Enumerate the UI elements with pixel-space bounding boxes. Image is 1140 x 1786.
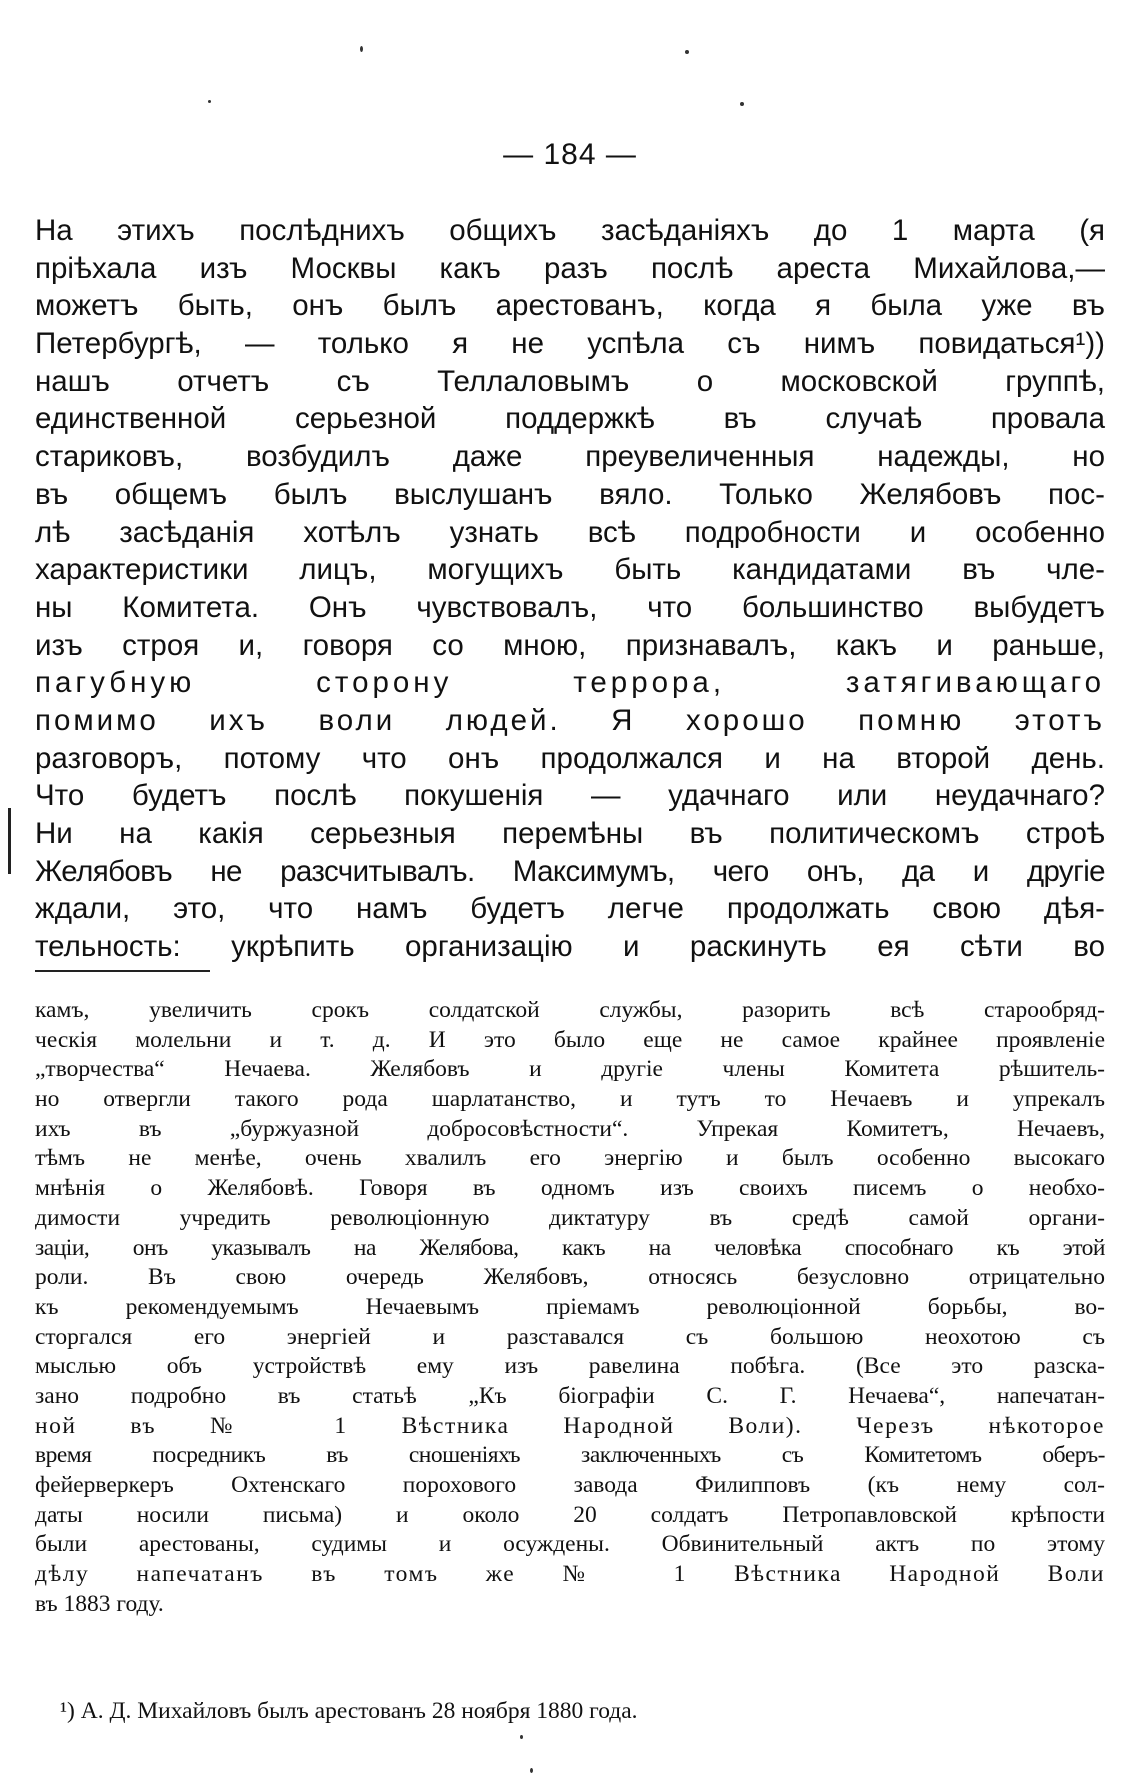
text-line: пагубную сторону террора, затягивающаго bbox=[35, 666, 1105, 700]
footnote-line: ческія молельни и т. д. И это было еще не самое крайнее проявленіе bbox=[35, 1026, 1105, 1053]
text-line: ждали, это, что намъ будетъ легче продолжать свою дѣя- bbox=[35, 892, 1105, 926]
text-line: въ общемъ былъ выслушанъ вяло. Только Желябовъ пос- bbox=[35, 477, 1105, 511]
footnote-line: время посредникъ въ сношеніяхъ заключенныхъ съ Комитетомъ оберъ- bbox=[35, 1442, 1105, 1469]
footnote-line: мнѣнія о Желябовѣ. Говоря въ одномъ изъ своихъ писемъ о необхо- bbox=[35, 1175, 1105, 1202]
print-speck bbox=[360, 46, 363, 52]
text-line: На этихъ послѣднихъ общихъ засѣданіяхъ до 1 марта (я bbox=[35, 214, 1105, 247]
text-line: изъ строя и, говоря со мною, признавалъ, какъ и раньше, bbox=[35, 628, 1105, 662]
footnote-line: фейерверкеръ Охтенскаго порохового завода Филипповъ (къ нему сол- bbox=[35, 1472, 1105, 1498]
footnote-line: въ 1883 году. bbox=[35, 1590, 164, 1617]
footnote-line: къ рекомендуемымъ Нечаевымъ пріемамъ революціонной борьбы, во- bbox=[35, 1293, 1105, 1320]
text-line: можетъ быть, онъ былъ арестованъ, когда я была уже въ bbox=[35, 289, 1105, 323]
footnote-line: димости учредить революціонную диктатуру въ средѣ самой органи- bbox=[35, 1204, 1105, 1231]
footnote-line: камъ, увеличить срокъ солдатской службы, разорить всѣ старообряд- bbox=[35, 997, 1105, 1023]
text-line: стариковъ, возбудилъ даже преувеличенныя надежды, но bbox=[35, 440, 1105, 474]
footnote-line: сторгался его энергіей и разставался съ большою неохотою съ bbox=[35, 1323, 1105, 1350]
print-speck bbox=[740, 102, 744, 106]
text-line: пріѣхала изъ Москвы какъ разъ послѣ ареста Михайлова,— bbox=[35, 251, 1105, 285]
footnote-line: „творчества“ Нечаева. Желябовъ и другіе члены Комитета рѣшитель- bbox=[35, 1056, 1105, 1083]
text-line: Желябовъ не разсчитывалъ. Максимумъ, чего онъ, да и другіе bbox=[35, 854, 1105, 888]
print-speck bbox=[208, 100, 211, 103]
footnote-line: были арестованы, судимы и осуждены. Обвинительный актъ по этому bbox=[35, 1531, 1105, 1558]
footnote-line: дѣлу напечатанъ въ томъ же № 1 Вѣстника Народной Воли bbox=[35, 1561, 1105, 1588]
footnote-divider bbox=[35, 970, 210, 972]
text-line: единственной серьезной поддержкѣ въ случаѣ провала bbox=[35, 402, 1105, 436]
page-number: — 184 — bbox=[503, 138, 637, 171]
text-line: Что будетъ послѣ покушенія — удачнаго или неудачнаго? bbox=[35, 779, 1105, 813]
footnote-line: зано подробно въ статьѣ „Къ біографіи С. Г. Нечаева“, напечатан- bbox=[35, 1382, 1105, 1409]
text-line: тельность: укрѣпить организацію и раскинуть ея сѣти во bbox=[35, 930, 1105, 964]
text-line: Петербургѣ, — только я не успѣла съ нимъ повидаться¹)) bbox=[35, 327, 1105, 361]
footnote-line: тѣмъ не менѣе, очень хвалилъ его энергію и былъ особенно высокаго bbox=[35, 1145, 1105, 1172]
text-line: разговоръ, потому что онъ продолжался и на второй день. bbox=[35, 741, 1105, 775]
footnote-reference: ¹) А. Д. Михайловъ былъ арестованъ 28 ноября 1880 года. bbox=[60, 1698, 638, 1724]
text-line: ны Комитета. Онъ чувствовалъ, что большинство выбудетъ bbox=[35, 590, 1105, 624]
margin-mark bbox=[8, 808, 11, 874]
text-line: Ни на какія серьезныя перемѣны въ политическомъ строѣ bbox=[35, 817, 1105, 850]
text-line: помимо ихъ воли людей. Я хорошо помню этотъ bbox=[35, 703, 1105, 737]
footnote-line: ихъ въ „буржуазной добросовѣстности“. Упрекая Комитетъ, Нечаевъ, bbox=[35, 1115, 1105, 1142]
footnote-line: мыслью объ устройствѣ ему изъ равелина побѣга. (Все это разска- bbox=[35, 1353, 1105, 1380]
footnote-line: ной въ № 1 Вѣстника Народной Воли). Черезъ нѣкоторое bbox=[35, 1412, 1105, 1439]
main-text bbox=[35, 212, 1105, 966]
print-speck bbox=[520, 1735, 523, 1739]
text-line: нашъ отчетъ съ Теллаловымъ о московской группѣ, bbox=[35, 364, 1105, 398]
footnote-line: даты носили письма) и около 20 солдатъ Петропавловской крѣпости bbox=[35, 1501, 1105, 1528]
footnote-line: роли. Въ свою очередь Желябовъ, относясь безусловно отрицательно bbox=[35, 1264, 1105, 1291]
print-speck bbox=[530, 1768, 533, 1773]
footnote-text bbox=[35, 996, 1105, 1619]
text-line: характеристики лицъ, могущихъ быть кандидатами въ чле- bbox=[35, 553, 1105, 587]
text-line: лѣ засѣданія хотѣлъ узнать всѣ подробности и особенно bbox=[35, 515, 1105, 549]
footnote-line: заціи, онъ указывалъ на Желябова, какъ на человѣка способнаго къ этой bbox=[35, 1234, 1105, 1261]
print-speck bbox=[685, 50, 689, 54]
footnote-line: но отвергли такого рода шарлатанство, и тутъ то Нечаевъ и упрекалъ bbox=[35, 1086, 1105, 1113]
